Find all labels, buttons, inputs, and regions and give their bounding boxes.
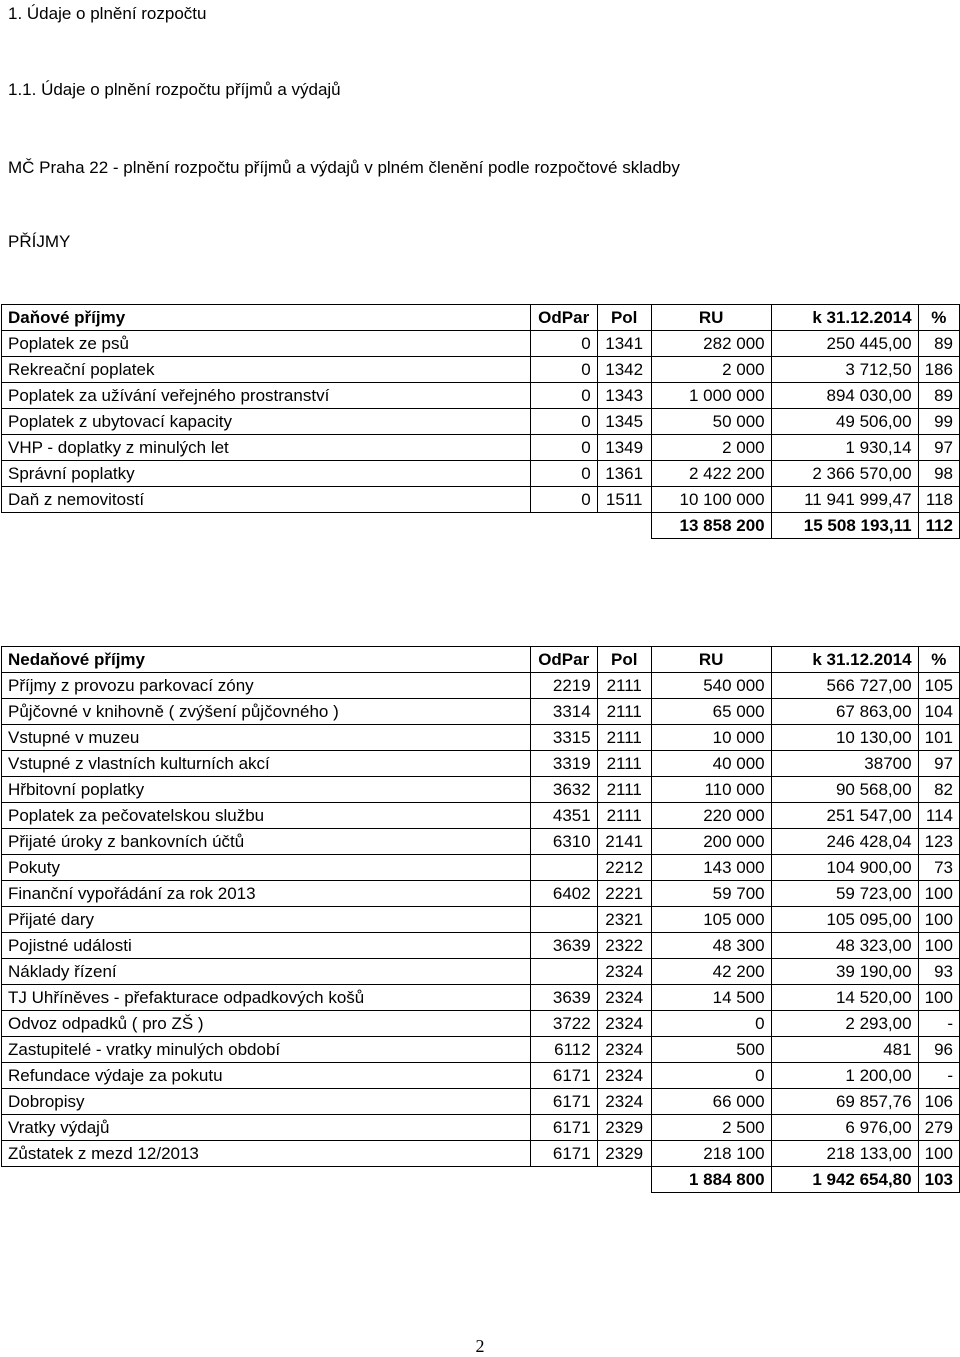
table-cell: 2111 [597, 699, 651, 725]
table-cell: Poplatek za pečovatelskou službu [2, 803, 531, 829]
table-cell: 6171 [530, 1063, 597, 1089]
table-cell: 100 [918, 933, 959, 959]
table-cell: 282 000 [651, 331, 771, 357]
total-cell: 103 [918, 1167, 959, 1193]
table-cell: Poplatek z ubytovací kapacity [2, 409, 531, 435]
table-cell: 220 000 [651, 803, 771, 829]
table-row [2, 1115, 960, 1141]
total-cell: 1 942 654,80 [771, 1167, 918, 1193]
table-row [2, 725, 960, 751]
table-cell: 6171 [530, 1115, 597, 1141]
table-cell: 59 700 [651, 881, 771, 907]
table-cell: 2324 [597, 1011, 651, 1037]
table-row [2, 383, 960, 409]
table-row [2, 829, 960, 855]
table-row [2, 881, 960, 907]
table-cell: 2324 [597, 1063, 651, 1089]
tax-revenue-table [1, 304, 960, 539]
table-cell: 6112 [530, 1037, 597, 1063]
table-cell: 0 [530, 383, 597, 409]
table-cell: 2212 [597, 855, 651, 881]
table-cell: 6402 [530, 881, 597, 907]
column-header: Pol [597, 305, 651, 331]
table-cell: 0 [530, 435, 597, 461]
table-cell: 143 000 [651, 855, 771, 881]
table-cell: 39 190,00 [771, 959, 918, 985]
table-cell: 10 100 000 [651, 487, 771, 513]
table-row [2, 1037, 960, 1063]
table-row [2, 1063, 960, 1089]
table-cell: 114 [918, 803, 959, 829]
table-cell: 89 [918, 331, 959, 357]
table-cell: 540 000 [651, 673, 771, 699]
empty-cell [530, 513, 597, 539]
table-cell: 14 500 [651, 985, 771, 1011]
table-cell: Zůstatek z mezd 12/2013 [2, 1141, 531, 1167]
empty-cell [597, 1167, 651, 1193]
table-cell: 101 [918, 725, 959, 751]
table-cell: 279 [918, 1115, 959, 1141]
table-cell: 90 568,00 [771, 777, 918, 803]
table-cell: 0 [651, 1063, 771, 1089]
column-header: Daňové příjmy [2, 305, 531, 331]
table-cell: 250 445,00 [771, 331, 918, 357]
table-cell: 1342 [597, 357, 651, 383]
table-cell: 2221 [597, 881, 651, 907]
table-cell: 200 000 [651, 829, 771, 855]
table-header-row [2, 305, 960, 331]
table-cell: Přijaté úroky z bankovních účtů [2, 829, 531, 855]
column-header: k 31.12.2014 [771, 647, 918, 673]
table-row [2, 751, 960, 777]
table-cell: 0 [530, 357, 597, 383]
column-header: Pol [597, 647, 651, 673]
empty-cell [597, 513, 651, 539]
total-row [2, 513, 960, 539]
table-row [2, 357, 960, 383]
empty-cell [530, 1167, 597, 1193]
table-row [2, 673, 960, 699]
table-cell: 89 [918, 383, 959, 409]
table-row [2, 1141, 960, 1167]
table-cell: 0 [530, 461, 597, 487]
column-header: Nedaňové příjmy [2, 647, 531, 673]
table-cell: 3314 [530, 699, 597, 725]
table-cell: Odvoz odpadků ( pro ZŠ ) [2, 1011, 531, 1037]
table-cell: 100 [918, 985, 959, 1011]
table-row [2, 855, 960, 881]
table-cell: 105 [918, 673, 959, 699]
table-cell: 2 500 [651, 1115, 771, 1141]
table-row [2, 699, 960, 725]
table-cell: 2322 [597, 933, 651, 959]
table-cell: 2141 [597, 829, 651, 855]
table-cell: 2 366 570,00 [771, 461, 918, 487]
table-cell: 2329 [597, 1141, 651, 1167]
table-cell: 42 200 [651, 959, 771, 985]
table-cell: Poplatek za užívání veřejného prostranství [2, 383, 531, 409]
table-cell [530, 959, 597, 985]
table-cell: Rekreační poplatek [2, 357, 531, 383]
table-cell: 123 [918, 829, 959, 855]
table-cell: 3 712,50 [771, 357, 918, 383]
table-cell: 106 [918, 1089, 959, 1115]
table-row [2, 1011, 960, 1037]
table-row [2, 331, 960, 357]
table-row [2, 435, 960, 461]
table-cell: 0 [530, 409, 597, 435]
table-cell: 50 000 [651, 409, 771, 435]
column-header: OdPar [530, 647, 597, 673]
table-cell: 481 [771, 1037, 918, 1063]
table-cell: 2324 [597, 1037, 651, 1063]
empty-cell [2, 1167, 531, 1193]
table-row [2, 985, 960, 1011]
table-cell: 11 941 999,47 [771, 487, 918, 513]
table-cell: - [918, 1011, 959, 1037]
table-cell: 1361 [597, 461, 651, 487]
table-cell: 104 900,00 [771, 855, 918, 881]
table-cell [530, 907, 597, 933]
table-cell: Refundace výdaje za pokutu [2, 1063, 531, 1089]
table-cell: 0 [651, 1011, 771, 1037]
table-cell: 10 000 [651, 725, 771, 751]
table-cell: 38700 [771, 751, 918, 777]
table-cell: 1511 [597, 487, 651, 513]
table-cell: 2321 [597, 907, 651, 933]
table-cell: 186 [918, 357, 959, 383]
table-cell: 73 [918, 855, 959, 881]
table-cell: Náklady řízení [2, 959, 531, 985]
table-row [2, 777, 960, 803]
table-cell: 1341 [597, 331, 651, 357]
table-row [2, 959, 960, 985]
table-cell: 3315 [530, 725, 597, 751]
table-cell: 96 [918, 1037, 959, 1063]
table-cell: 97 [918, 751, 959, 777]
table-cell: 3319 [530, 751, 597, 777]
table-cell: 40 000 [651, 751, 771, 777]
table-cell: 6 976,00 [771, 1115, 918, 1141]
table-cell: 1343 [597, 383, 651, 409]
table-cell: 66 000 [651, 1089, 771, 1115]
table-cell: 1 000 000 [651, 383, 771, 409]
table-cell: 2324 [597, 1089, 651, 1115]
table-cell: Dobropisy [2, 1089, 531, 1115]
table-cell: 1 200,00 [771, 1063, 918, 1089]
table-cell: 2111 [597, 751, 651, 777]
table-cell: 2324 [597, 959, 651, 985]
table-cell: 1349 [597, 435, 651, 461]
table-cell: Poplatek ze psů [2, 331, 531, 357]
table-header-row [2, 647, 960, 673]
table-cell: 3639 [530, 985, 597, 1011]
table-cell: 0 [530, 487, 597, 513]
table-cell: 2219 [530, 673, 597, 699]
table-cell: Daň z nemovitostí [2, 487, 531, 513]
table-cell: Pojistné události [2, 933, 531, 959]
column-header: RU [651, 305, 771, 331]
table-cell: 105 000 [651, 907, 771, 933]
table-cell: 1345 [597, 409, 651, 435]
table-cell: 67 863,00 [771, 699, 918, 725]
table-cell: 104 [918, 699, 959, 725]
table-cell: 100 [918, 881, 959, 907]
table-cell: 110 000 [651, 777, 771, 803]
column-header: OdPar [530, 305, 597, 331]
column-header: % [918, 647, 959, 673]
table-cell: Vstupné z vlastních kulturních akcí [2, 751, 531, 777]
page-number: 2 [475, 1336, 485, 1356]
table-cell: Příjmy z provozu parkovací zóny [2, 673, 531, 699]
table-cell: 59 723,00 [771, 881, 918, 907]
table-cell: Zastupitelé - vratky minulých období [2, 1037, 531, 1063]
table-cell: 2329 [597, 1115, 651, 1141]
table-cell: Přijaté dary [2, 907, 531, 933]
table-cell: 98 [918, 461, 959, 487]
total-cell: 112 [918, 513, 959, 539]
subtitle: MČ Praha 22 - plnění rozpočtu příjmů a výdajů v plném členění podle rozpočtové skladby [8, 158, 680, 177]
table-cell: TJ Uhříněves - přefakturace odpadkových košů [2, 985, 531, 1011]
table-cell: 14 520,00 [771, 985, 918, 1011]
table-row [2, 461, 960, 487]
table-cell: 2 000 [651, 435, 771, 461]
table-cell: 4351 [530, 803, 597, 829]
table-cell: 2111 [597, 673, 651, 699]
table-cell: 48 323,00 [771, 933, 918, 959]
table-cell: Vstupné v muzeu [2, 725, 531, 751]
table-cell: 2111 [597, 725, 651, 751]
table-cell: 65 000 [651, 699, 771, 725]
table-row [2, 487, 960, 513]
table-cell: 2 000 [651, 357, 771, 383]
table-cell: 3632 [530, 777, 597, 803]
table-cell: 3722 [530, 1011, 597, 1037]
table-cell: 10 130,00 [771, 725, 918, 751]
table-cell: 69 857,76 [771, 1089, 918, 1115]
heading-1-1: 1.1. Údaje o plnění rozpočtu příjmů a výdajů [8, 80, 341, 99]
table-row [2, 803, 960, 829]
table-cell: 105 095,00 [771, 907, 918, 933]
total-cell: 1 884 800 [651, 1167, 771, 1193]
table-cell: 93 [918, 959, 959, 985]
table-cell: 218 133,00 [771, 1141, 918, 1167]
section-title: PŘÍJMY [8, 232, 71, 251]
table-row [2, 409, 960, 435]
nontax-revenue-table [1, 646, 960, 1193]
table-cell: VHP - doplatky z minulých let [2, 435, 531, 461]
table-cell: 251 547,00 [771, 803, 918, 829]
table-cell: 49 506,00 [771, 409, 918, 435]
column-header: k 31.12.2014 [771, 305, 918, 331]
table-row [2, 1089, 960, 1115]
table-cell: 218 100 [651, 1141, 771, 1167]
table-cell: 100 [918, 907, 959, 933]
table-cell: Hřbitovní poplatky [2, 777, 531, 803]
table-cell: - [918, 1063, 959, 1089]
table-cell: 6310 [530, 829, 597, 855]
column-header: % [918, 305, 959, 331]
table-cell: Půjčovné v knihovně ( zvýšení půjčovného ) [2, 699, 531, 725]
total-cell: 15 508 193,11 [771, 513, 918, 539]
table-cell: 3639 [530, 933, 597, 959]
table-cell: 246 428,04 [771, 829, 918, 855]
table-cell: 82 [918, 777, 959, 803]
table-cell: 99 [918, 409, 959, 435]
table-cell: 2111 [597, 803, 651, 829]
table-cell: 48 300 [651, 933, 771, 959]
total-cell: 13 858 200 [651, 513, 771, 539]
table-cell: 566 727,00 [771, 673, 918, 699]
table-cell: 97 [918, 435, 959, 461]
table-cell: Pokuty [2, 855, 531, 881]
empty-cell [2, 513, 531, 539]
table-cell: 2 293,00 [771, 1011, 918, 1037]
heading-1: 1. Údaje o plnění rozpočtu [8, 4, 207, 23]
table-cell: Vratky výdajů [2, 1115, 531, 1141]
table-cell: Správní poplatky [2, 461, 531, 487]
table-cell: 118 [918, 487, 959, 513]
table-cell: 2 422 200 [651, 461, 771, 487]
table-cell [530, 855, 597, 881]
table-cell: 6171 [530, 1141, 597, 1167]
table-row [2, 907, 960, 933]
table-cell: Finanční vypořádání za rok 2013 [2, 881, 531, 907]
table-row [2, 933, 960, 959]
table-cell: 2111 [597, 777, 651, 803]
table-cell: 2324 [597, 985, 651, 1011]
table-cell: 100 [918, 1141, 959, 1167]
table-cell: 6171 [530, 1089, 597, 1115]
table-cell: 894 030,00 [771, 383, 918, 409]
table-cell: 500 [651, 1037, 771, 1063]
table-cell: 1 930,14 [771, 435, 918, 461]
column-header: RU [651, 647, 771, 673]
table-cell: 0 [530, 331, 597, 357]
total-row [2, 1167, 960, 1193]
